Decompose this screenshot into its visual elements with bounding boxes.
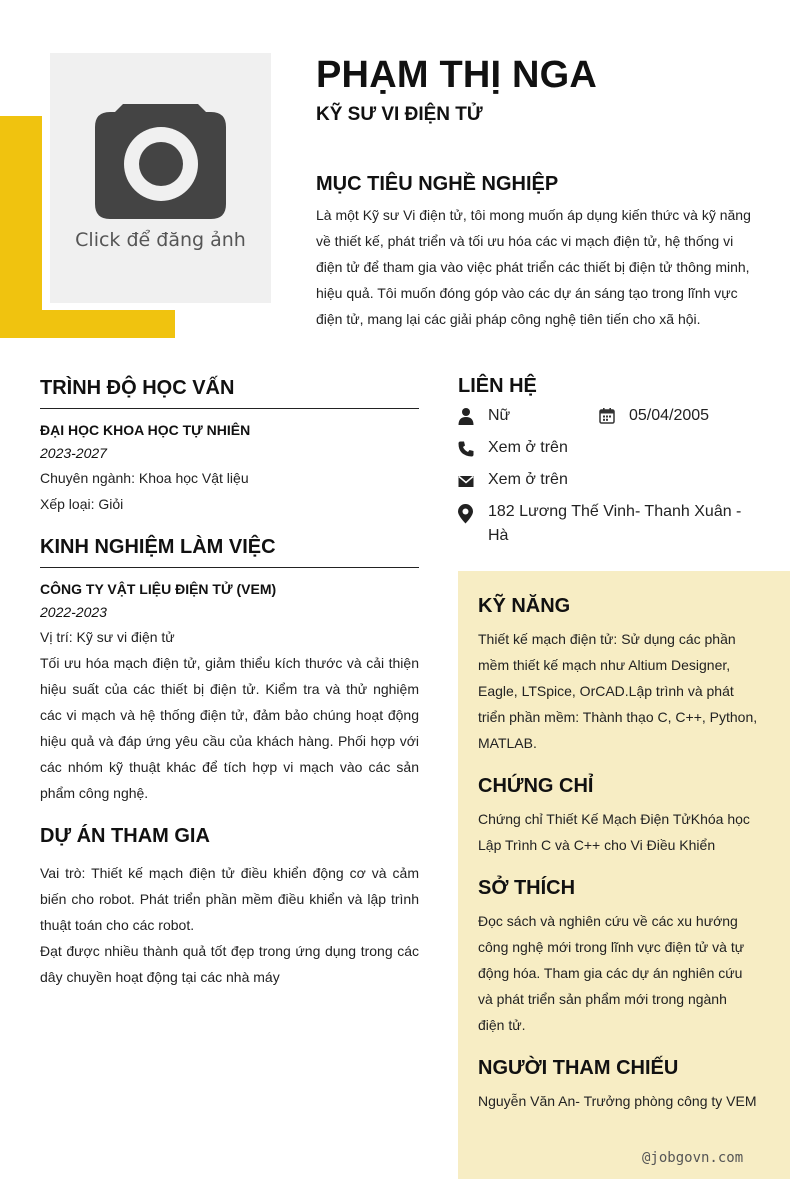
experience-line: các nhóm kỹ thuật khác để tích hợp vi mạch vào các sản [40, 759, 419, 775]
objective-line: điện tử, mang lại các giải pháp công nghệ tiên tiến cho xã hội. [316, 311, 701, 327]
certificates-line: Chứng chỉ Thiết Kế Mạch Điện TửKhóa học [478, 811, 750, 827]
watermark: @jobgovn.com [642, 1150, 744, 1166]
objective-line: Là một Kỹ sư Vi điện tử, tôi mong muốn áp dụng kiến thức và kỹ năng [316, 207, 751, 223]
projects-line: Đạt được nhiều thành quả tốt đẹp trong ứng dụng trong các [40, 943, 419, 959]
hobbies-text [478, 908, 768, 1038]
experience-line: Tối ưu hóa mạch điện tử, giảm thiểu kích thước và cải thiện [40, 655, 419, 671]
experience-title: KINH NGHIỆM LÀM VIỆC [40, 536, 276, 558]
hobbies-line: động hóa. Tham gia các dự án nghiên cứu [478, 965, 743, 981]
education-title: TRÌNH ĐỘ HỌC VẤN [40, 377, 235, 399]
skills-line: triển phần mềm: Thành thạo C, C++, Python, [478, 709, 758, 725]
experience-divider [40, 567, 419, 568]
contact-birthday: 05/04/2005 [629, 407, 710, 424]
experience-line: các vi mạch và hệ thống điện tử, đảm bảo chúng hoạt động [40, 707, 419, 723]
projects-title: DỰ ÁN THAM GIA [40, 825, 210, 847]
contact-title: LIÊN HỆ [458, 375, 537, 397]
contact-address-line: 182 Lương Thế Vinh- Thanh Xuân - [488, 503, 742, 520]
accent-bar-vertical [0, 116, 42, 338]
experience-description [40, 650, 419, 806]
certificates-text [478, 806, 768, 858]
education-divider [40, 408, 419, 409]
hobbies-line: điện tử. [478, 1017, 526, 1033]
experience-line: phẩm công nghệ. [40, 785, 149, 801]
job-title: KỸ SƯ VI ĐIỆN TỬ [316, 104, 483, 125]
photo-upload-label: Click để đăng ảnh [75, 229, 246, 251]
skills-title: KỸ NĂNG [478, 595, 571, 617]
experience-position: Vị trí: Kỹ sư vi điện tử [40, 629, 175, 645]
accent-bar-horizontal [0, 310, 175, 338]
education-rank: Xếp loại: Giỏi [40, 496, 124, 512]
experience-company: CÔNG TY VẬT LIỆU ĐIỆN TỬ (VEM) [40, 581, 277, 597]
projects-line: biến cho robot. Phát triển phần mềm điều khiển và lập trình [40, 891, 419, 907]
education-school: ĐẠI HỌC KHOA HỌC TỰ NHIÊN [40, 422, 251, 438]
education-period: 2023-2027 [40, 445, 107, 461]
education-major: Chuyên ngành: Khoa học Vật liệu [40, 470, 249, 486]
location-pin-icon [456, 504, 475, 524]
email-icon [457, 472, 475, 490]
hobbies-line: công nghệ mới trong lĩnh vực điện tử và tự [478, 939, 745, 955]
experience-line: hiệu suất của các thiết bị điện tử. Kiểm tra và thử nghiệm [40, 681, 419, 697]
hobbies-line: và phát triển sản phẩm mới trong ngành [478, 991, 727, 1007]
projects-description [40, 860, 419, 990]
objective-line: hiệu quả. Tôi muốn đóng góp vào các dự án sáng tạo trong lĩnh vực [316, 285, 738, 301]
skills-line: MATLAB. [478, 735, 537, 751]
certificates-title: CHỨNG CHỈ [478, 775, 594, 797]
candidate-name: PHẠM THỊ NGA [316, 54, 598, 96]
references-title: NGƯỜI THAM CHIẾU [478, 1057, 679, 1079]
skills-text [478, 626, 768, 756]
skills-line: mềm thiết kế mạch như Altium Designer, [478, 657, 731, 673]
contact-address [488, 500, 741, 548]
person-icon [457, 407, 475, 425]
references-text: Nguyễn Văn An- Trưởng phòng công ty VEM [478, 1093, 757, 1109]
calendar-icon [598, 407, 616, 425]
objective-text [316, 202, 756, 332]
certificates-line: Lập Trình C và C++ cho Vi Điều Khiển [478, 837, 716, 853]
objective-line: điện tử để tham gia vào việc phát triển các thiết bị điện tử thông minh, [316, 259, 750, 275]
objective-title: MỤC TIÊU NGHỀ NGHIỆP [316, 173, 559, 195]
skills-line: Thiết kế mạch điện tử: Sử dụng các phần [478, 631, 736, 647]
contact-email[interactable]: Xem ở trên [488, 471, 568, 488]
projects-line: thuật toán cho các robot. [40, 917, 195, 933]
phone-icon [457, 440, 475, 458]
photo-upload[interactable] [50, 53, 271, 303]
contact-gender: Nữ [488, 407, 511, 424]
objective-line: về thiết kế, phát triển và tối ưu hóa các vi mạch điện tử, hệ thống vi [316, 233, 734, 249]
experience-period: 2022-2023 [40, 604, 107, 620]
skills-line: Eagle, LTSpice, OrCAD.Lập trình và phát [478, 683, 734, 699]
projects-line: Vai trò: Thiết kế mạch điện tử điều khiển động cơ và cảm [40, 865, 419, 881]
contact-address-line: Hà [488, 527, 509, 544]
contact-phone[interactable]: Xem ở trên [488, 439, 568, 456]
hobbies-title: SỞ THÍCH [478, 877, 576, 899]
camera-icon [95, 90, 226, 219]
experience-line: hiệu quả và đáp ứng yêu cầu của khách hàng. Phối hợp với [40, 733, 419, 749]
projects-line: dây chuyền hoạt động tại các nhà máy [40, 969, 280, 985]
hobbies-line: Đọc sách và nghiên cứu về các xu hướng [478, 913, 738, 929]
